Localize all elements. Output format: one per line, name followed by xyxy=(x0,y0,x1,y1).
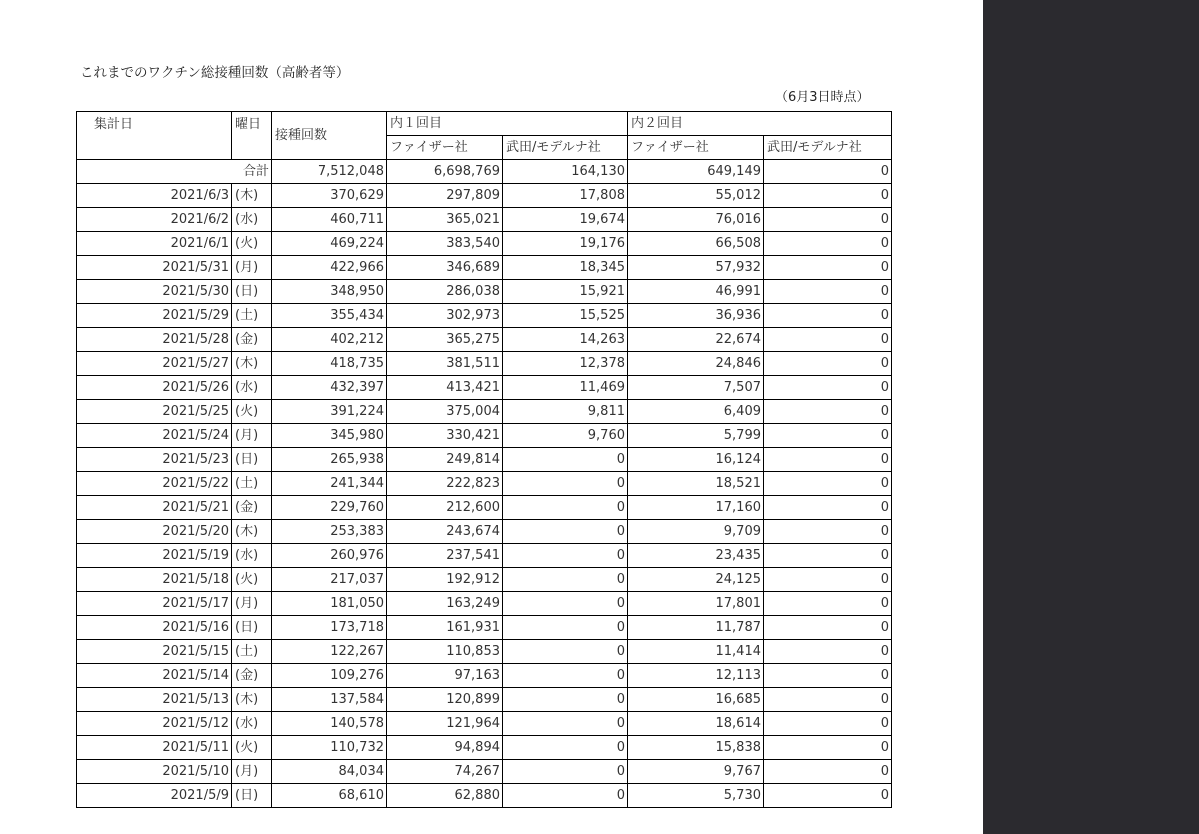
cell-dose2-pfizer: 24,846 xyxy=(628,352,764,376)
cell-date: 2021/5/17 xyxy=(77,592,232,616)
table-row xyxy=(77,472,892,496)
cell-date: 2021/5/19 xyxy=(77,544,232,568)
cell-dose1-moderna: 0 xyxy=(503,760,628,784)
cell-dose1-pfizer: 192,912 xyxy=(387,568,503,592)
cell-dose1-pfizer: 413,421 xyxy=(387,376,503,400)
cell-count: 253,383 xyxy=(272,520,387,544)
table-row xyxy=(77,496,892,520)
cell-dose2-moderna: 0 xyxy=(764,232,892,256)
cell-dose1-moderna: 19,674 xyxy=(503,208,628,232)
cell-dose2-moderna: 0 xyxy=(764,784,892,808)
cell-count: 265,938 xyxy=(272,448,387,472)
cell-dose2-pfizer: 22,674 xyxy=(628,328,764,352)
table-row xyxy=(77,232,892,256)
document-title: これまでのワクチン総接種回数（高齢者等） xyxy=(80,65,350,81)
cell-count: 370,629 xyxy=(272,184,387,208)
cell-date: 2021/5/11 xyxy=(77,736,232,760)
cell-count: 345,980 xyxy=(272,424,387,448)
cell-dose2-pfizer: 17,801 xyxy=(628,592,764,616)
cell-dose1-moderna: 19,176 xyxy=(503,232,628,256)
cell-dose2-pfizer: 76,016 xyxy=(628,208,764,232)
table-row xyxy=(77,256,892,280)
cell-dose1-pfizer: 94,894 xyxy=(387,736,503,760)
cell-dose1-pfizer: 62,880 xyxy=(387,784,503,808)
cell-dose1-moderna: 0 xyxy=(503,448,628,472)
cell-dose1-pfizer: 120,899 xyxy=(387,688,503,712)
cell-day: (水) xyxy=(232,544,272,568)
cell-count: 348,950 xyxy=(272,280,387,304)
cell-date: 2021/5/31 xyxy=(77,256,232,280)
cell-dose2-moderna: 0 xyxy=(764,400,892,424)
cell-dose2-pfizer: 7,507 xyxy=(628,376,764,400)
table-row xyxy=(77,544,892,568)
cell-dose1-moderna: 15,525 xyxy=(503,304,628,328)
cell-dose1-pfizer: 249,814 xyxy=(387,448,503,472)
cell-dose2-moderna: 0 xyxy=(764,472,892,496)
cell-date: 2021/5/22 xyxy=(77,472,232,496)
cell-date: 2021/5/13 xyxy=(77,688,232,712)
cell-day: (日) xyxy=(232,784,272,808)
total-dose2-moderna: 0 xyxy=(764,160,892,184)
table-row xyxy=(77,760,892,784)
cell-dose1-moderna: 0 xyxy=(503,568,628,592)
cell-dose2-pfizer: 18,521 xyxy=(628,472,764,496)
cell-dose2-moderna: 0 xyxy=(764,280,892,304)
cell-date: 2021/5/12 xyxy=(77,712,232,736)
cell-count: 110,732 xyxy=(272,736,387,760)
cell-day: (水) xyxy=(232,376,272,400)
cell-dose2-moderna: 0 xyxy=(764,352,892,376)
cell-day: (月) xyxy=(232,256,272,280)
table-row xyxy=(77,448,892,472)
cell-dose2-pfizer: 57,932 xyxy=(628,256,764,280)
cell-dose1-moderna: 15,921 xyxy=(503,280,628,304)
cell-day: (日) xyxy=(232,448,272,472)
cell-dose2-moderna: 0 xyxy=(764,304,892,328)
cell-dose2-moderna: 0 xyxy=(764,568,892,592)
cell-dose2-moderna: 0 xyxy=(764,736,892,760)
cell-dose1-pfizer: 383,540 xyxy=(387,232,503,256)
cell-day: (木) xyxy=(232,352,272,376)
cell-count: 68,610 xyxy=(272,784,387,808)
cell-dose2-moderna: 0 xyxy=(764,184,892,208)
table-row xyxy=(77,688,892,712)
cell-day: (金) xyxy=(232,328,272,352)
cell-dose2-pfizer: 9,767 xyxy=(628,760,764,784)
vaccination-table xyxy=(76,111,892,808)
table-row xyxy=(77,184,892,208)
cell-dose1-moderna: 0 xyxy=(503,784,628,808)
cell-dose2-pfizer: 9,709 xyxy=(628,520,764,544)
total-dose1-pfizer: 6,698,769 xyxy=(387,160,503,184)
cell-dose2-pfizer: 46,991 xyxy=(628,280,764,304)
cell-dose1-moderna: 0 xyxy=(503,736,628,760)
cell-count: 355,434 xyxy=(272,304,387,328)
cell-dose1-moderna: 0 xyxy=(503,712,628,736)
cell-dose1-pfizer: 212,600 xyxy=(387,496,503,520)
cell-dose2-pfizer: 55,012 xyxy=(628,184,764,208)
cell-dose1-pfizer: 237,541 xyxy=(387,544,503,568)
cell-date: 2021/5/21 xyxy=(77,496,232,520)
cell-dose1-pfizer: 346,689 xyxy=(387,256,503,280)
cell-dose2-moderna: 0 xyxy=(764,760,892,784)
header-dose1-moderna: 武田/モデルナ社 xyxy=(503,136,628,160)
cell-dose2-pfizer: 18,614 xyxy=(628,712,764,736)
cell-count: 84,034 xyxy=(272,760,387,784)
cell-day: (水) xyxy=(232,208,272,232)
cell-count: 181,050 xyxy=(272,592,387,616)
table-row xyxy=(77,424,892,448)
cell-date: 2021/6/3 xyxy=(77,184,232,208)
cell-day: (土) xyxy=(232,304,272,328)
cell-dose2-pfizer: 24,125 xyxy=(628,568,764,592)
header-dose2-moderna: 武田/モデルナ社 xyxy=(764,136,892,160)
cell-day: (火) xyxy=(232,232,272,256)
cell-dose1-pfizer: 110,853 xyxy=(387,640,503,664)
cell-dose2-moderna: 0 xyxy=(764,592,892,616)
table-row xyxy=(77,664,892,688)
cell-date: 2021/5/30 xyxy=(77,280,232,304)
cell-count: 432,397 xyxy=(272,376,387,400)
cell-dose1-moderna: 0 xyxy=(503,616,628,640)
cell-dose2-moderna: 0 xyxy=(764,616,892,640)
header-dose2-pfizer: ファイザー社 xyxy=(628,136,764,160)
cell-dose1-moderna: 12,378 xyxy=(503,352,628,376)
table-row xyxy=(77,592,892,616)
cell-dose1-pfizer: 163,249 xyxy=(387,592,503,616)
cell-count: 173,718 xyxy=(272,616,387,640)
table-row xyxy=(77,784,892,808)
cell-dose2-moderna: 0 xyxy=(764,328,892,352)
cell-date: 2021/5/10 xyxy=(77,760,232,784)
table-row xyxy=(77,208,892,232)
cell-dose1-pfizer: 302,973 xyxy=(387,304,503,328)
cell-date: 2021/5/23 xyxy=(77,448,232,472)
cell-dose2-moderna: 0 xyxy=(764,640,892,664)
cell-dose2-pfizer: 16,685 xyxy=(628,688,764,712)
table-row xyxy=(77,520,892,544)
cell-dose1-moderna: 0 xyxy=(503,592,628,616)
header-dose1-pfizer: ファイザー社 xyxy=(387,136,503,160)
cell-date: 2021/5/14 xyxy=(77,664,232,688)
cell-count: 418,735 xyxy=(272,352,387,376)
cell-dose2-pfizer: 17,160 xyxy=(628,496,764,520)
cell-dose1-moderna: 0 xyxy=(503,640,628,664)
table-row xyxy=(77,328,892,352)
cell-date: 2021/6/1 xyxy=(77,232,232,256)
cell-dose1-moderna: 0 xyxy=(503,544,628,568)
cell-dose2-moderna: 0 xyxy=(764,448,892,472)
cell-dose1-moderna: 14,263 xyxy=(503,328,628,352)
header-count: 接種回数 xyxy=(272,112,387,160)
cell-dose1-pfizer: 365,275 xyxy=(387,328,503,352)
cell-day: (月) xyxy=(232,424,272,448)
cell-day: (月) xyxy=(232,760,272,784)
as-of-date: （6月3日時点） xyxy=(775,90,870,105)
cell-date: 2021/5/24 xyxy=(77,424,232,448)
cell-day: (金) xyxy=(232,664,272,688)
table-row xyxy=(77,640,892,664)
table-row xyxy=(77,280,892,304)
table-row xyxy=(77,352,892,376)
cell-dose1-pfizer: 97,163 xyxy=(387,664,503,688)
cell-date: 2021/5/26 xyxy=(77,376,232,400)
cell-day: (木) xyxy=(232,688,272,712)
cell-dose2-pfizer: 16,124 xyxy=(628,448,764,472)
cell-dose1-pfizer: 330,421 xyxy=(387,424,503,448)
cell-dose1-pfizer: 286,038 xyxy=(387,280,503,304)
cell-day: (火) xyxy=(232,736,272,760)
cell-count: 122,267 xyxy=(272,640,387,664)
cell-dose2-moderna: 0 xyxy=(764,208,892,232)
cell-dose1-moderna: 9,811 xyxy=(503,400,628,424)
cell-count: 241,344 xyxy=(272,472,387,496)
header-dose2: 内２回目 xyxy=(628,112,892,136)
cell-day: (土) xyxy=(232,640,272,664)
cell-dose1-moderna: 0 xyxy=(503,664,628,688)
cell-day: (土) xyxy=(232,472,272,496)
header-date: 集計日 xyxy=(77,112,232,160)
table-row xyxy=(77,400,892,424)
cell-dose2-moderna: 0 xyxy=(764,496,892,520)
total-row xyxy=(77,160,892,184)
table-row xyxy=(77,304,892,328)
cell-date: 2021/5/27 xyxy=(77,352,232,376)
cell-dose1-moderna: 9,760 xyxy=(503,424,628,448)
total-dose2-pfizer: 649,149 xyxy=(628,160,764,184)
cell-dose2-moderna: 0 xyxy=(764,256,892,280)
cell-day: (金) xyxy=(232,496,272,520)
cell-dose2-moderna: 0 xyxy=(764,424,892,448)
cell-dose2-moderna: 0 xyxy=(764,520,892,544)
header-row-1 xyxy=(77,112,892,136)
cell-dose1-pfizer: 381,511 xyxy=(387,352,503,376)
cell-dose1-moderna: 18,345 xyxy=(503,256,628,280)
cell-count: 391,224 xyxy=(272,400,387,424)
cell-dose1-moderna: 11,469 xyxy=(503,376,628,400)
cell-count: 137,584 xyxy=(272,688,387,712)
cell-day: (水) xyxy=(232,712,272,736)
cell-count: 109,276 xyxy=(272,664,387,688)
cell-count: 469,224 xyxy=(272,232,387,256)
cell-dose1-pfizer: 161,931 xyxy=(387,616,503,640)
cell-date: 2021/5/28 xyxy=(77,328,232,352)
cell-dose1-pfizer: 74,267 xyxy=(387,760,503,784)
cell-count: 229,760 xyxy=(272,496,387,520)
cell-dose2-pfizer: 12,113 xyxy=(628,664,764,688)
cell-date: 2021/5/15 xyxy=(77,640,232,664)
total-count: 7,512,048 xyxy=(272,160,387,184)
cell-date: 2021/5/25 xyxy=(77,400,232,424)
cell-day: (日) xyxy=(232,616,272,640)
cell-date: 2021/5/18 xyxy=(77,568,232,592)
cell-dose2-pfizer: 36,936 xyxy=(628,304,764,328)
cell-dose2-moderna: 0 xyxy=(764,376,892,400)
cell-dose2-pfizer: 11,414 xyxy=(628,640,764,664)
cell-dose1-moderna: 0 xyxy=(503,688,628,712)
table-row xyxy=(77,616,892,640)
total-label: 合計 xyxy=(77,160,272,184)
side-panel xyxy=(983,0,1199,834)
cell-dose2-pfizer: 23,435 xyxy=(628,544,764,568)
cell-dose2-pfizer: 66,508 xyxy=(628,232,764,256)
table-row xyxy=(77,736,892,760)
cell-day: (火) xyxy=(232,400,272,424)
table-row xyxy=(77,568,892,592)
cell-dose1-pfizer: 222,823 xyxy=(387,472,503,496)
cell-dose2-pfizer: 5,730 xyxy=(628,784,764,808)
cell-dose2-pfizer: 11,787 xyxy=(628,616,764,640)
cell-date: 2021/5/29 xyxy=(77,304,232,328)
cell-dose1-pfizer: 365,021 xyxy=(387,208,503,232)
table-row xyxy=(77,712,892,736)
cell-date: 2021/6/2 xyxy=(77,208,232,232)
cell-count: 402,212 xyxy=(272,328,387,352)
cell-date: 2021/5/16 xyxy=(77,616,232,640)
header-day: 曜日 xyxy=(232,112,272,160)
cell-date: 2021/5/20 xyxy=(77,520,232,544)
cell-count: 217,037 xyxy=(272,568,387,592)
cell-dose2-moderna: 0 xyxy=(764,688,892,712)
cell-day: (月) xyxy=(232,592,272,616)
cell-dose1-moderna: 0 xyxy=(503,472,628,496)
cell-count: 140,578 xyxy=(272,712,387,736)
cell-dose2-pfizer: 15,838 xyxy=(628,736,764,760)
cell-day: (火) xyxy=(232,568,272,592)
table-body xyxy=(77,112,892,808)
cell-dose2-pfizer: 5,799 xyxy=(628,424,764,448)
cell-day: (木) xyxy=(232,520,272,544)
cell-dose2-moderna: 0 xyxy=(764,664,892,688)
cell-count: 260,976 xyxy=(272,544,387,568)
cell-dose1-pfizer: 375,004 xyxy=(387,400,503,424)
cell-dose2-moderna: 0 xyxy=(764,712,892,736)
cell-date: 2021/5/9 xyxy=(77,784,232,808)
cell-dose1-moderna: 17,808 xyxy=(503,184,628,208)
cell-dose1-moderna: 0 xyxy=(503,520,628,544)
cell-dose1-moderna: 0 xyxy=(503,496,628,520)
cell-dose1-pfizer: 297,809 xyxy=(387,184,503,208)
cell-count: 460,711 xyxy=(272,208,387,232)
cell-count: 422,966 xyxy=(272,256,387,280)
cell-day: (木) xyxy=(232,184,272,208)
table-row xyxy=(77,376,892,400)
cell-dose1-pfizer: 243,674 xyxy=(387,520,503,544)
header-dose1: 内１回目 xyxy=(387,112,628,136)
cell-dose1-pfizer: 121,964 xyxy=(387,712,503,736)
cell-dose2-moderna: 0 xyxy=(764,544,892,568)
cell-day: (日) xyxy=(232,280,272,304)
cell-dose2-pfizer: 6,409 xyxy=(628,400,764,424)
total-dose1-moderna: 164,130 xyxy=(503,160,628,184)
